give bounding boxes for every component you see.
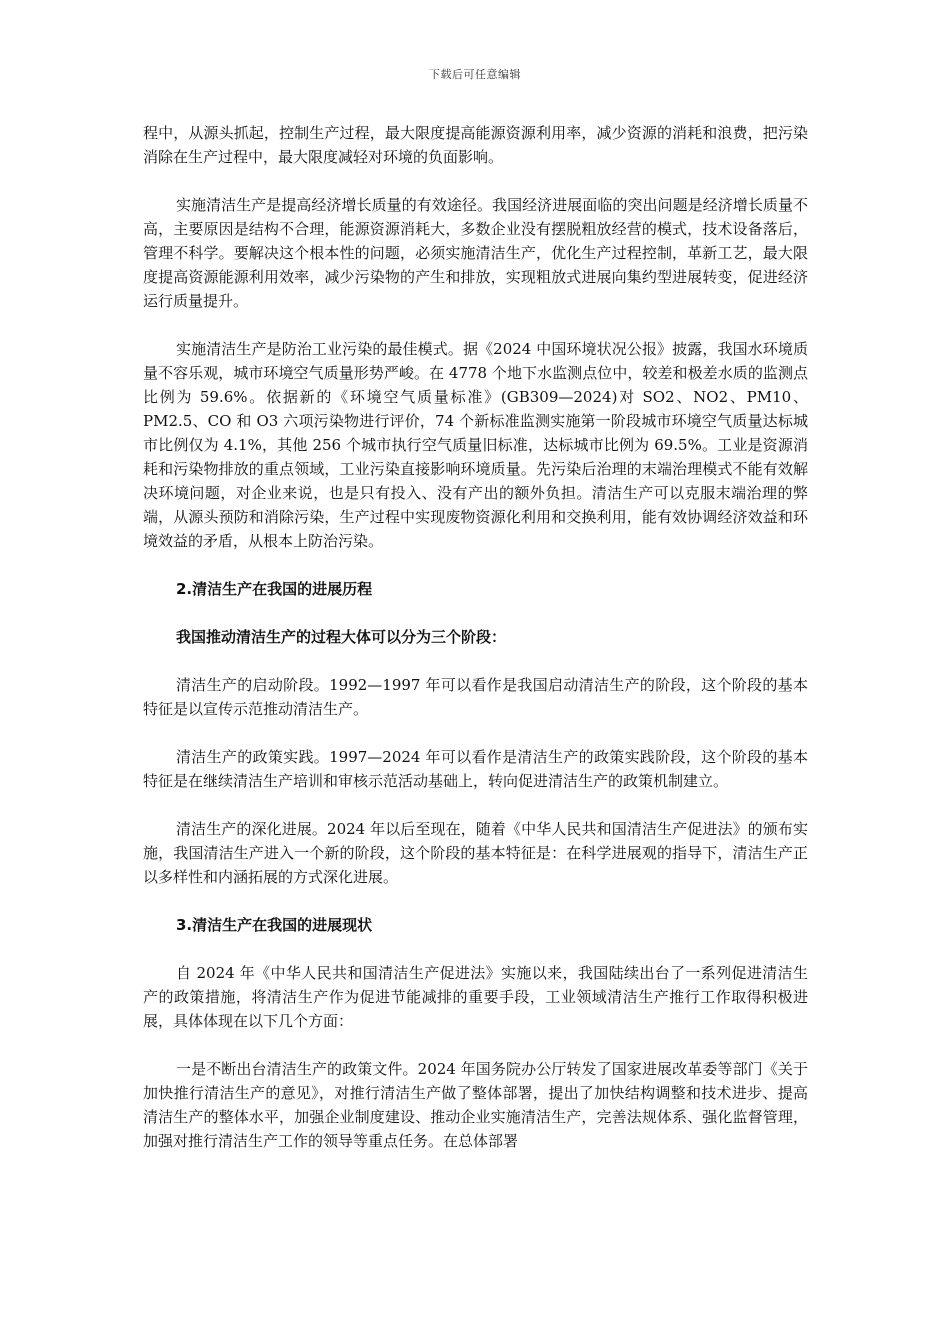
paragraph-status-intro: 自 2024 年《中华人民共和国清洁生产促进法》实施以来，我国陆续出台了一系列促进清洁生产的政策措施，将清洁生产作为促进节能减排的重要手段，工业领域清洁生产推行工作取得积极进展，具体体现在以下几个方面： xyxy=(143,964,808,1030)
paragraph-stage-policy: 清洁生产的政策实践。1997—2024 年可以看作是清洁生产的政策实践阶段，这个阶段的基本特征是在继续清洁生产培训和审核示范活动基础上，转向促进清洁生产的政策机制建立。 xyxy=(143,748,808,790)
paragraph-policy-documents: 一是不断出台清洁生产的政策文件。2024 年国务院办公厅转发了国家进展改革委等部门《关于加快推行清洁生产的意见》，对推行清洁生产做了整体部署，提出了加快结构调整和技术进步、提高清洁生产的整体水平，加强企业制度建设、推动企业实施清洁生产，完善法规体系、强化监督管理，加强对推行清洁生产工作的领导等重点任务。在总体部署 xyxy=(143,1060,808,1150)
paragraph-pollution-prevention: 实施清洁生产是防治工业污染的最佳模式。据《2024 中国环境状况公报》披露，我国水环境质量不容乐观，城市环境空气质量形势严峻。在 4778 个地下水监测点位中，较差和极差水质的监测点比例为 59.6%。依据新的《环境空气质量标准》(GB309—2024)对 SO2、NO2、PM10、PM2.5、CO 和 O3 六项污染物进行评价，74 个新标准监测实施第一阶段城市环境空气质量达标城市比例仅为 4.1%，其他 256 个城市执行空气质量旧标准，达标城市比例为 69.5%。工业是资源消耗和污染物排放的重点领域，工业污染直接影响环境质量。先污染后治理的末端治理模式不能有效解决环境问题，对企业来说，也是只有投入、没有产出的额外负担。清洁生产可以克服末端治理的弊端，从源头预防和消除污染，生产过程中实现废物资源化利用和交换利用，能有效协调经济效益和环境效益的矛盾，从根本上防治污染。 xyxy=(143,340,808,550)
paragraph-stage-deepening: 清洁生产的深化进展。2024 年以后至现在，随着《中华人民共和国清洁生产促进法》的颁布实施，我国清洁生产进入一个新的阶段，这个阶段的基本特征是：在科学进展观的指导下，清洁生产正以多样性和内涵拓展的方式深化进展。 xyxy=(143,820,808,886)
paragraph-continued: 程中，从源头抓起，控制生产过程，最大限度提高能源资源利用率，减少资源的消耗和浪费，把污染消除在生产过程中，最大限度减轻对环境的负面影响。 xyxy=(143,124,808,166)
document-body xyxy=(143,121,808,1177)
section-subheading-stages: 我国推动清洁生产的过程大体可以分为三个阶段： xyxy=(176,628,507,646)
section-heading-history: 2.清洁生产在我国的进展历程 xyxy=(176,580,373,598)
section-heading-status: 3.清洁生产在我国的进展现状 xyxy=(176,916,373,934)
paragraph-stage-start: 清洁生产的启动阶段。1992—1997 年可以看作是我国启动清洁生产的阶段，这个阶段的基本特征是以宣传示范推动清洁生产。 xyxy=(143,676,808,718)
paragraph-economic-growth: 实施清洁生产是提高经济增长质量的有效途径。我国经济进展面临的突出问题是经济增长质量不高，主要原因是结构不合理，能源资源消耗大，多数企业没有摆脱粗放经营的模式，技术设备落后，管理不科学。要解决这个根本性的问题，必须实施清洁生产，优化生产过程控制，革新工艺，最大限度提高资源能源利用效率，减少污染物的产生和排放，实现粗放式进展向集约型进展转变，促进经济运行质量提升。 xyxy=(143,196,808,310)
page-header: 下载后可任意编辑 xyxy=(429,68,521,81)
